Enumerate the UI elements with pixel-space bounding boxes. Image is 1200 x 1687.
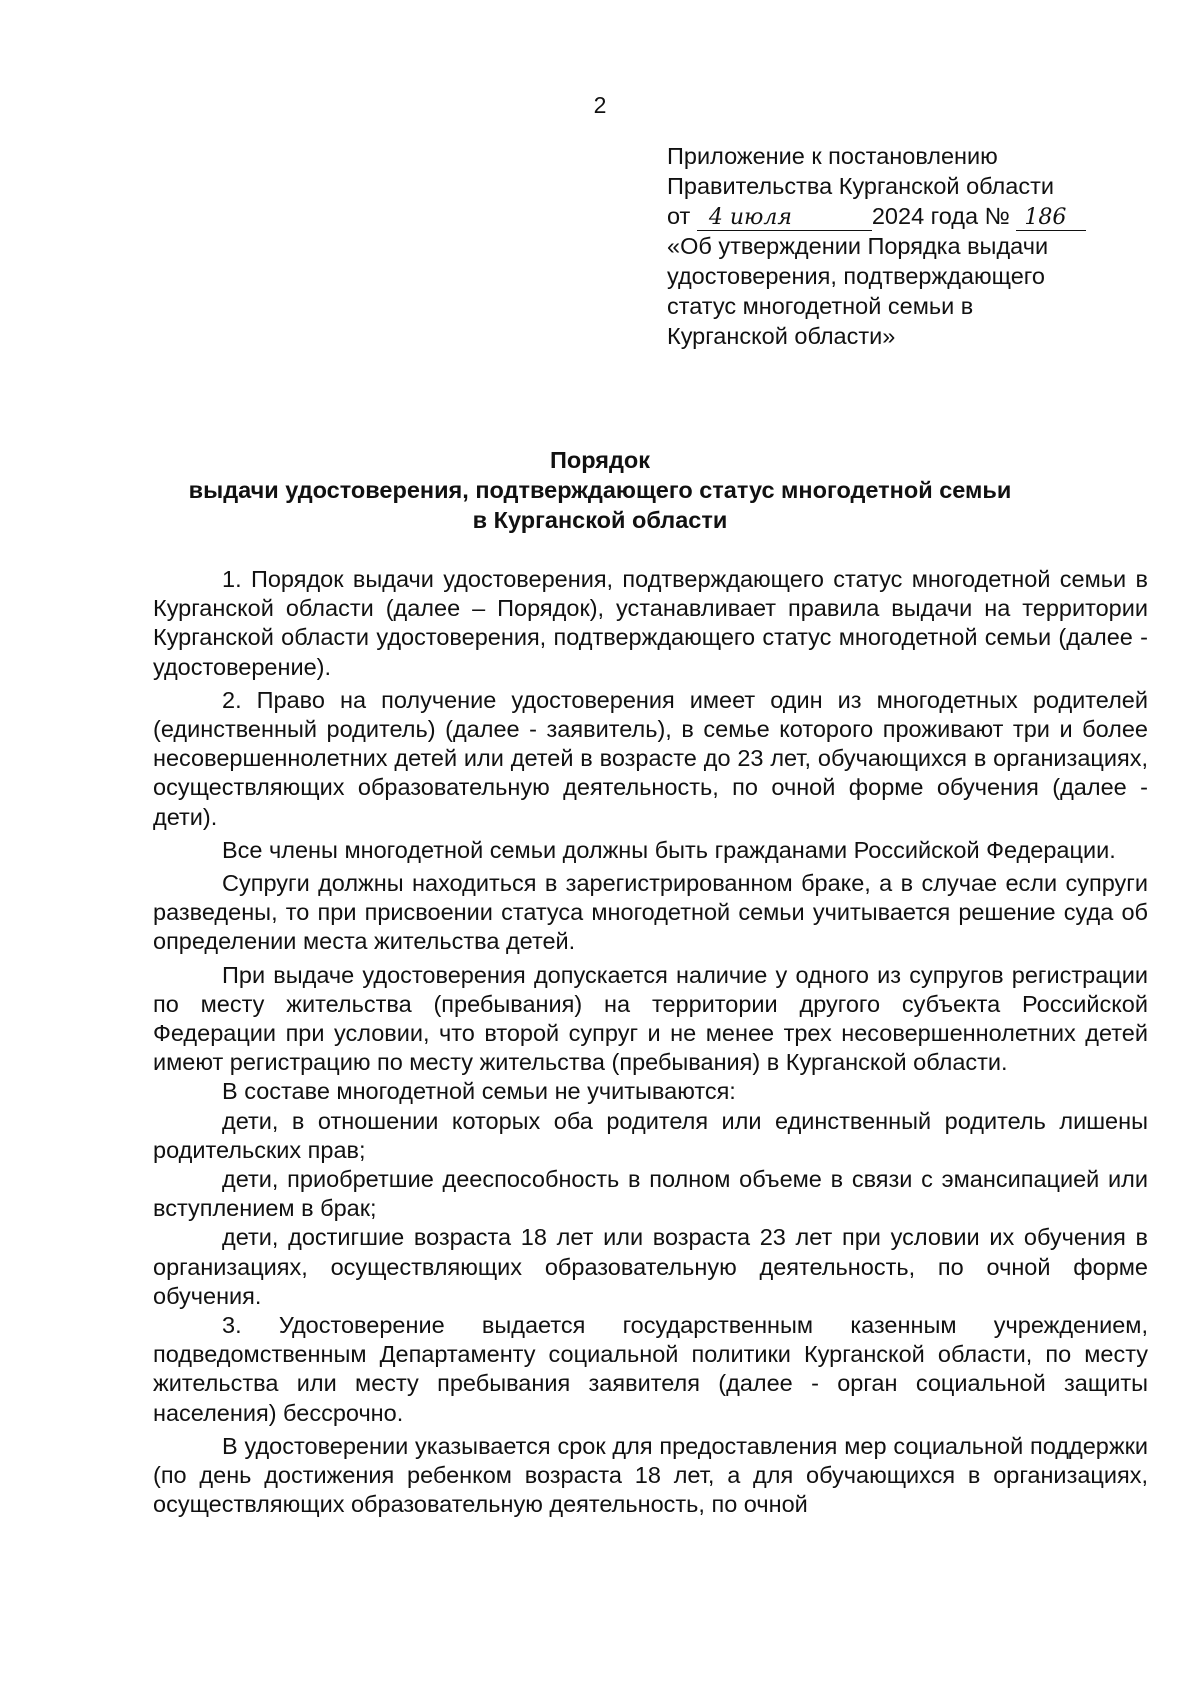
appendix-line: статус многодетной семьи в [667,293,974,319]
appendix-line: удостоверения, подтверждающего [667,263,1045,289]
year-text: 2024 года № [871,203,1010,229]
handwritten-number: 186 [1016,206,1086,231]
list-item: дети, приобретшие дееспособность в полном объеме в связи с эмансипацией или вступлением в брак; [153,1166,1148,1222]
appendix-date-line [667,201,1157,231]
paragraph: Супруги должны находиться в зарегистрированном браке, а в случае если супруги разведены, то при присвоении статуса многодетной семьи учитывается решение суда об определении места жительства детей. [153,870,1148,955]
paragraph: Все члены многодетной семьи должны быть гражданами Российской Федерации. [222,836,1116,863]
appendix-header [667,141,1157,351]
paragraph: 3. Удостоверение выдается государственным казенным учреждением, подведомственным Департаменту социальной политики Курганской области, по месту жительства или месту пребывания заявителя (далее - орган социальной защиты населения) бессрочно. [153,1312,1148,1426]
appendix-line: «Об утверждении Порядка выдачи [667,233,1049,259]
paragraph: 2. Право на получение удостоверения имеет один из многодетных родителей (единственный родитель) (далее - заявитель), в семье которого проживают три и более несовершеннолетних детей или детей в возрасте до 23 лет, обучающихся в организациях, осуществляющих образовательную деятельность, по очной форме обучения (далее - дети). [153,686,1148,830]
appendix-line: Курганской области» [667,323,896,349]
page-number: 2 [593,92,607,118]
list-item: дети, в отношении которых оба родителя или единственный родитель лишены родительских прав; [153,1107,1148,1163]
list-item: дети, достигшие возраста 18 лет или возраста 23 лет при условии их обучения в организациях, осуществляющих образовательную деятельность, по очной форме обучения. [153,1224,1148,1309]
title-line: Порядок [549,447,651,473]
title-line: в Курганской области [472,507,728,533]
title-line: выдачи удостоверения, подтверждающего статус многодетной семьи [188,477,1012,503]
appendix-line: Приложение к постановлению [667,143,998,169]
appendix-line: Правительства Курганской области [667,173,1054,199]
paragraph: В составе многодетной семьи не учитываются: [222,1078,736,1105]
document-body [153,565,1148,1520]
handwritten-date: 4 июля [697,206,872,231]
date-prefix: от [667,203,691,229]
paragraph: 1. Порядок выдачи удостоверения, подтверждающего статус многодетной семьи в Курганской области (далее – Порядок), устанавливает правила выдачи на территории Курганской области удостоверения, подтверждающего статус многодетной семьи (далее - удостоверение). [153,566,1148,680]
paragraph: В удостоверении указывается срок для предоставления мер социальной поддержки (по день достижения ребенком возраста 18 лет, а для обучающихся в организациях, осуществляющих образовательную деятельность, по очной [153,1432,1148,1518]
document-title [60,445,1140,535]
paragraph: При выдаче удостоверения допускается наличие у одного из супругов регистрации по месту жительства (пребывания) на территории другого субъекта Российской Федерации при условии, что второй супруг и не менее трех несовершеннолетних детей имеют регистрацию по месту жительства (пребывания) в Курганской области. [153,961,1148,1076]
